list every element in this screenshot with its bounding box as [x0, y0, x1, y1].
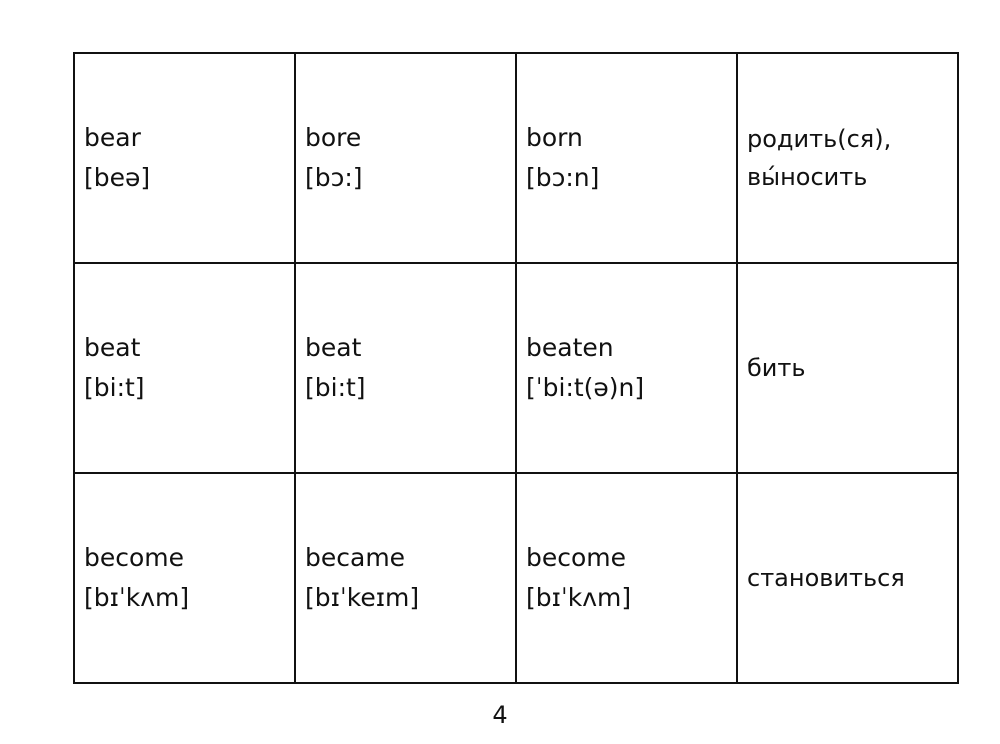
table-row: [74, 263, 958, 473]
page-number: 4: [492, 701, 508, 729]
verb-transcription: [bi:t]: [84, 373, 145, 402]
past-form-cell: [295, 53, 516, 263]
verb-word: beat: [84, 333, 141, 362]
translation-cell: [737, 473, 958, 683]
base-form-cell: [74, 263, 295, 473]
table-row: [74, 53, 958, 263]
participle-form-cell: [516, 473, 737, 683]
verb-word: born: [526, 123, 583, 152]
verb-word: become: [526, 543, 627, 572]
verb-translation: становиться: [747, 564, 905, 592]
verb-transcription: [bɔ:n]: [526, 163, 600, 192]
verb-transcription: [bɪˈkeɪm]: [305, 583, 420, 612]
irregular-verbs-table: [73, 52, 959, 684]
table-row: [74, 473, 958, 683]
verb-word: bore: [305, 123, 362, 152]
verb-transcription: [ˈbi:t(ə)n]: [526, 373, 645, 402]
verb-word: became: [305, 543, 406, 572]
participle-form-cell: [516, 263, 737, 473]
past-form-cell: [295, 473, 516, 683]
verb-transcription: [bɪˈkʌm]: [84, 583, 190, 612]
verb-transcription: [beə]: [84, 163, 151, 192]
past-form-cell: [295, 263, 516, 473]
base-form-cell: [74, 53, 295, 263]
verb-word: become: [84, 543, 185, 572]
base-form-cell: [74, 473, 295, 683]
translation-cell: [737, 263, 958, 473]
verb-transcription: [bɪˈkʌm]: [526, 583, 632, 612]
verb-word: beaten: [526, 333, 614, 362]
verb-word: bear: [84, 123, 141, 152]
verb-translation: родить(ся), вы́носить: [747, 125, 892, 191]
verb-translation: бить: [747, 354, 806, 382]
translation-cell: [737, 53, 958, 263]
verb-transcription: [bɔ:]: [305, 163, 363, 192]
participle-form-cell: [516, 53, 737, 263]
verb-transcription: [bi:t]: [305, 373, 366, 402]
verb-word: beat: [305, 333, 362, 362]
